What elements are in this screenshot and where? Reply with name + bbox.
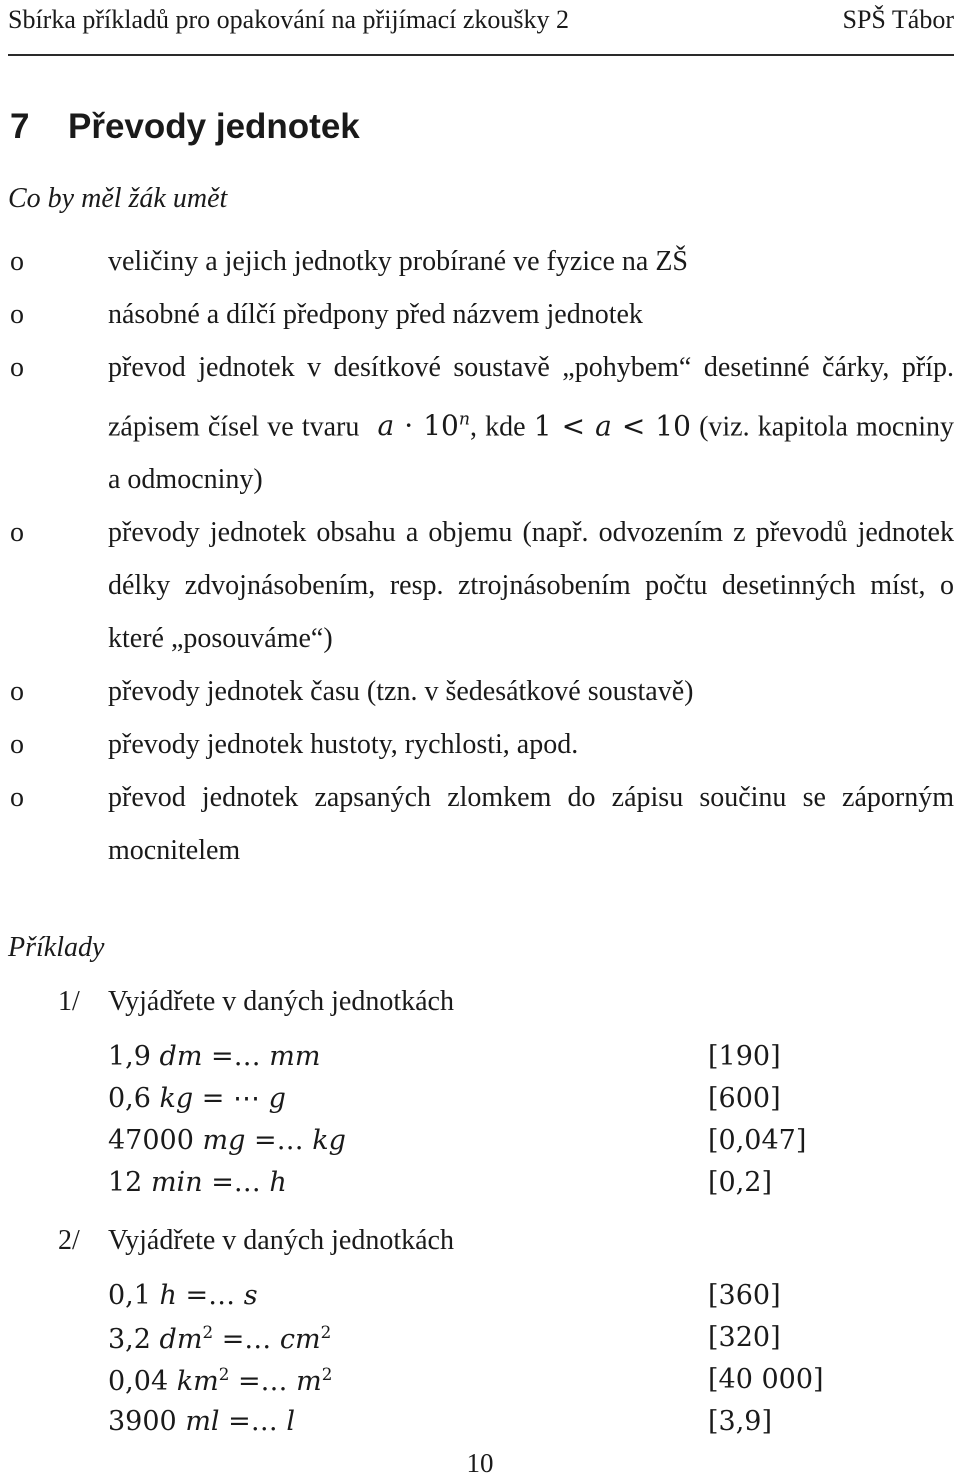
skill-item (0, 771, 960, 877)
ineq-left: 1 < (533, 409, 586, 443)
skill-text-before: převod jednotek v desítkové soustavě „pohybem“ desetinné čárky, příp. zápisem čísel ve tvaru (108, 352, 954, 443)
skill-text: veličiny a jejich jednotky probírané ve fyzice na ZŠ (108, 246, 689, 277)
skill-item (0, 235, 960, 288)
header-school: SPŠ Tábor (842, 5, 954, 34)
page-header (8, 0, 954, 56)
bullet-marker: o (10, 517, 24, 549)
math-exponent: n (458, 410, 471, 430)
task-instruction: Vyjádřete v daných jednotkách (108, 1225, 454, 1256)
skill-item (0, 506, 960, 665)
chapter-number: 7 (10, 107, 30, 146)
inequality (534, 409, 691, 442)
skill-item (0, 341, 960, 506)
header-title: Sbírka příkladů pro opakování na přijímací zkoušky 2 (8, 5, 570, 34)
math-dot: · (404, 409, 414, 443)
math-base: 10 (423, 409, 459, 443)
chapter-heading (10, 107, 360, 147)
task-instruction: Vyjádřete v daných jednotkách (108, 986, 454, 1017)
exercise-expression: 3,2 $dm^2$ =… $cm^2$ (108, 1322, 332, 1355)
skill-text-mid: , kde (470, 411, 526, 443)
skill-item (0, 718, 960, 771)
examples-heading: Příklady (8, 932, 105, 963)
chapter-title: Převody jednotek (68, 107, 360, 146)
exercise-answer: [320] (708, 1322, 781, 1353)
ineq-right: < 10 (621, 409, 691, 443)
exercise-expression: 3900 ml =… l (108, 1406, 296, 1437)
skill-text: převod jednotek zapsaných zlomkem do zápisu součinu se záporným mocnitelem (108, 782, 954, 867)
power-formula (368, 409, 471, 442)
exercise-answer: [40 000] (708, 1364, 824, 1395)
skill-item (0, 288, 960, 341)
exercise-expression: 12 min =… h (108, 1167, 287, 1198)
exercise-expression: 0,6 kg = ⋯ g (108, 1083, 286, 1114)
bullet-marker: o (10, 246, 24, 277)
exercise-expression: 0,1 h =… s (108, 1280, 258, 1311)
ineq-var: a (595, 409, 612, 443)
bullet-marker: o (10, 676, 24, 708)
skill-text: převody jednotek času (tzn. v šedesátkové soustavě) (108, 676, 694, 708)
bullet-marker: o (10, 352, 24, 383)
skill-text: převody jednotek hustoty, rychlosti, apod. (108, 729, 579, 761)
exercise-expression: 0,04 $km^2$ =… $m^2$ (108, 1364, 333, 1397)
math-var: a (377, 409, 395, 443)
exercise-answer: [0,2] (708, 1167, 773, 1198)
exercise-expression: 47000 mg =… kg (108, 1125, 346, 1156)
skill-text: násobné a dílčí předpony před názvem jednotek (108, 299, 643, 330)
exercise-answer: [3,9] (708, 1406, 773, 1437)
skills-list (0, 235, 960, 877)
task-number: 1/ (58, 986, 80, 1017)
page-number: 10 (466, 1448, 494, 1478)
exercise-answer: [360] (708, 1280, 781, 1311)
exercise-answer: [600] (708, 1083, 781, 1114)
skill-text (108, 341, 954, 506)
task-number: 2/ (58, 1225, 80, 1256)
skill-item (0, 665, 960, 718)
exercise-answer: [190] (708, 1041, 781, 1072)
bullet-marker: o (10, 729, 24, 761)
skill-text-after: (viz. kapitola mocniny a odmocniny) (108, 411, 955, 496)
skill-text: převody jednotek obsahu a objemu (např. odvozením z převodů jednotek délky zdvojnásobením, resp. ztrojnásobením počtu desetinných míst, o které „posouváme“) (108, 517, 954, 655)
task-2-heading (58, 1225, 454, 1257)
bullet-marker: o (10, 299, 24, 330)
exercise-answer: [0,047] (708, 1125, 807, 1156)
bullet-marker: o (10, 782, 24, 814)
exercise-expression: 1,9 dm =… mm (108, 1041, 321, 1072)
skills-heading: Co by měl žák umět (8, 183, 228, 214)
task-1-heading (58, 986, 454, 1018)
